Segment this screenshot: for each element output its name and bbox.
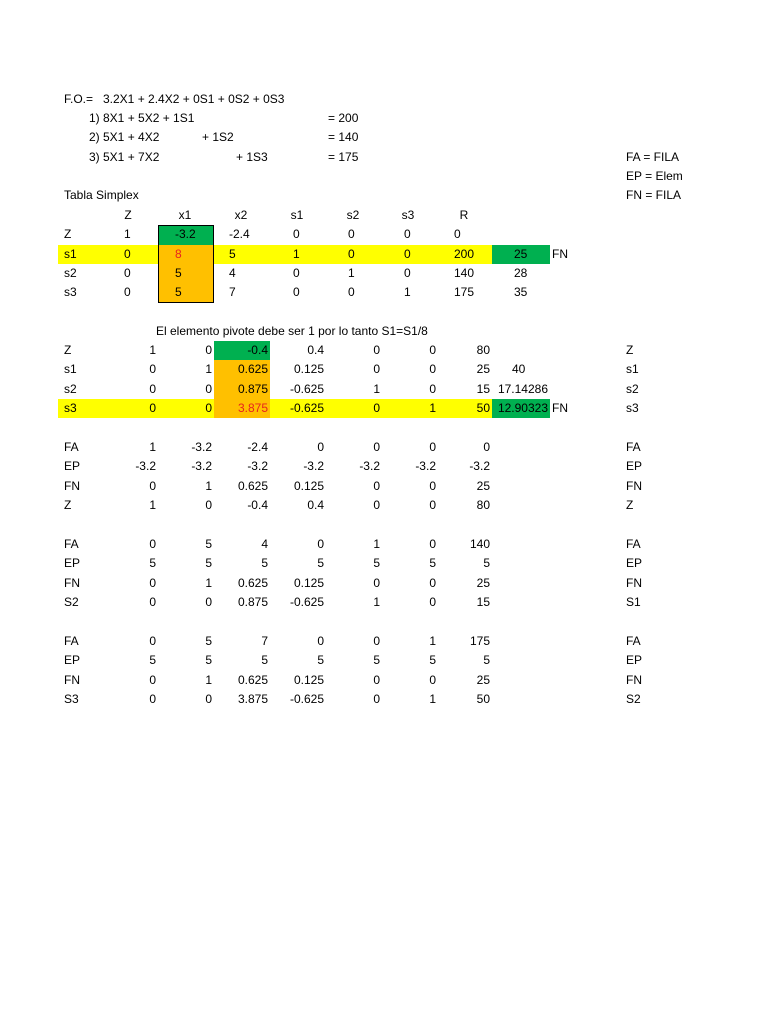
- calc-right-label: EP: [626, 459, 643, 474]
- calc-cell: 25: [476, 672, 490, 687]
- right-label: s3: [626, 401, 639, 415]
- table-cell: 5: [175, 266, 182, 280]
- column-header-x2: x2: [234, 208, 248, 222]
- calc-right-label: FN: [626, 478, 642, 493]
- constraint-1-rhs: = 200: [328, 111, 359, 125]
- constraint-2-rhs: = 140: [328, 130, 359, 144]
- table-cell: 0: [149, 401, 156, 415]
- calc-cell: 0: [373, 692, 380, 707]
- table-cell: 175: [454, 285, 475, 299]
- row-label-Z: Z: [64, 227, 72, 241]
- calc-cell: 5: [429, 556, 436, 571]
- calc-cell: 175: [469, 634, 490, 648]
- calc-right-label: S2: [626, 692, 641, 707]
- calc-cell: 1: [373, 537, 380, 551]
- objective-function: 3.2X1 + 2.4X2 + 0S1 + 0S2 + 0S3: [103, 92, 285, 106]
- ratio-cell: 28: [514, 266, 528, 280]
- calc-cell: -3.2: [191, 459, 212, 474]
- calc-cell: -3.2: [191, 440, 212, 454]
- calc-right-label: FN: [626, 672, 642, 687]
- calc-cell: 0.625: [237, 575, 268, 590]
- right-label: Z: [626, 343, 634, 357]
- calc-cell: -0.625: [289, 692, 324, 707]
- constraint-3-slack: + 1S3: [236, 150, 268, 164]
- calc-cell: 140: [469, 537, 490, 551]
- calc-cell: 5: [205, 653, 212, 668]
- calc-cell: 1: [149, 440, 156, 454]
- table-cell: -0.625: [289, 401, 324, 415]
- calc-cell: 5: [483, 556, 490, 571]
- calc-cell: -3.2: [359, 459, 380, 474]
- table-cell: 1: [124, 227, 131, 241]
- table-cell: 1: [404, 285, 411, 299]
- calc-cell: 5: [373, 653, 380, 668]
- calc-cell: 0: [149, 595, 156, 610]
- column-header-s3: s3: [401, 208, 415, 222]
- calc-cell: 0: [205, 595, 212, 610]
- calc-cell: 0: [429, 575, 436, 590]
- table-cell: 0: [429, 382, 436, 396]
- calc-cell: 0: [429, 672, 436, 687]
- legend-fa: FA = FILA: [626, 150, 680, 164]
- calc-cell: 50: [476, 692, 490, 707]
- table-cell: -3.2: [175, 227, 196, 241]
- table-cell: 80: [476, 343, 490, 357]
- calc-label: EP: [64, 556, 81, 571]
- constraint-3: 3) 5X1 + 7X2: [89, 150, 160, 164]
- table-cell: 3.875: [237, 401, 268, 415]
- row-label-s2: s2: [64, 382, 77, 396]
- calc-cell: 5: [261, 556, 268, 571]
- calc-cell: 15: [476, 595, 490, 610]
- calc-cell: 0.625: [237, 672, 268, 687]
- table-cell: 1: [429, 401, 436, 415]
- calc-cell: 0.125: [293, 672, 324, 687]
- calc-cell: 3.875: [237, 692, 268, 707]
- table-cell: 1: [293, 247, 300, 261]
- table-cell: 0: [429, 362, 436, 376]
- calc-cell: 5: [205, 537, 212, 551]
- table-cell: 7: [229, 285, 236, 299]
- calc-label: S3: [64, 692, 79, 707]
- calc-cell: 0: [373, 575, 380, 590]
- table-cell: 0: [293, 285, 300, 299]
- calc-cell: 1: [373, 595, 380, 610]
- calc-cell: -3.2: [415, 459, 436, 474]
- ratio-cell: 25: [514, 247, 528, 261]
- calc-cell: 0: [317, 537, 324, 551]
- calc-label: FA: [64, 537, 79, 551]
- table-cell: 0: [124, 247, 131, 261]
- calc-cell: 5: [261, 653, 268, 668]
- calc-cell: 0: [373, 672, 380, 687]
- table-cell: 0: [124, 285, 131, 299]
- calc-cell: 5: [317, 653, 324, 668]
- calc-cell: -3.2: [135, 459, 156, 474]
- table-cell: 0: [454, 227, 461, 241]
- calc-cell: 0: [205, 498, 212, 513]
- calc-right-label: FN: [626, 575, 642, 590]
- calc-cell: 0: [373, 634, 380, 648]
- calc-label: EP: [64, 459, 81, 474]
- calc-label: FN: [64, 672, 80, 687]
- calc-right-label: Z: [626, 498, 634, 513]
- calc-right-label: FA: [626, 440, 641, 454]
- legend-ep: EP = Elem: [626, 169, 683, 183]
- table-cell: 0: [429, 343, 436, 357]
- column-header-s2: s2: [346, 208, 360, 222]
- table-cell: 0: [205, 382, 212, 396]
- calc-label: FA: [64, 440, 79, 454]
- table-cell: 0: [348, 247, 355, 261]
- calc-cell: 0: [373, 498, 380, 513]
- table-cell: 1: [149, 343, 156, 357]
- table-cell: 0: [205, 343, 212, 357]
- calc-cell: 0: [429, 595, 436, 610]
- calc-cell: 5: [429, 653, 436, 668]
- calc-cell: 0: [373, 478, 380, 493]
- table-cell: 0.875: [237, 382, 268, 396]
- row-label-Z: Z: [64, 343, 72, 357]
- calc-cell: 5: [149, 556, 156, 571]
- right-label: s2: [626, 382, 639, 396]
- calc-cell: 25: [476, 478, 490, 493]
- calc-cell: 0: [149, 692, 156, 707]
- fo-label: F.O.=: [64, 92, 94, 106]
- table-cell: -0.625: [289, 382, 324, 396]
- calc-cell: 1: [149, 498, 156, 513]
- table-cell: 25: [476, 362, 490, 376]
- table-cell: 0: [373, 401, 380, 415]
- table-cell: 0: [205, 401, 212, 415]
- calc-right-label: S1: [626, 595, 641, 610]
- tabla-title: Tabla Simplex: [64, 188, 139, 202]
- calc-cell: 0: [317, 440, 324, 454]
- ratio-cell: 17.14286: [497, 382, 548, 396]
- constraint-2-slack: + 1S2: [202, 130, 234, 144]
- row-tag: FN: [552, 401, 568, 415]
- table-cell: 0: [373, 362, 380, 376]
- table-cell: 0.4: [307, 343, 324, 357]
- calc-cell: 0: [149, 537, 156, 551]
- calc-label: Z: [64, 498, 72, 513]
- table-cell: 0: [149, 362, 156, 376]
- calc-cell: 0: [429, 537, 436, 551]
- column-header-x1: x1: [178, 208, 192, 222]
- table-cell: 0: [293, 227, 300, 241]
- table-cell: 0: [293, 266, 300, 280]
- table-cell: 1: [205, 362, 212, 376]
- table-cell: 200: [454, 247, 475, 261]
- calc-cell: 5: [317, 556, 324, 571]
- table-cell: 0: [373, 343, 380, 357]
- calc-right-label: FA: [626, 537, 641, 551]
- table-cell: 0: [149, 382, 156, 396]
- calc-cell: 0.4: [307, 498, 324, 513]
- ratio-cell: 12.90323: [497, 401, 548, 415]
- table-cell: 0.125: [293, 362, 324, 376]
- calc-cell: 0: [373, 440, 380, 454]
- legend-fn: FN = FILA: [626, 188, 682, 202]
- calc-cell: 0: [429, 440, 436, 454]
- calc-cell: 0: [149, 575, 156, 590]
- table-cell: 1: [348, 266, 355, 280]
- constraint-1: 1) 8X1 + 5X2 + 1S1: [89, 111, 195, 125]
- calc-cell: 1: [429, 634, 436, 648]
- calc-cell: 1: [205, 575, 212, 590]
- calc-cell: 5: [205, 634, 212, 648]
- table-cell: 0: [348, 285, 355, 299]
- calc-cell: 80: [476, 498, 490, 513]
- row-label-s1: s1: [64, 247, 77, 261]
- table-cell: 140: [454, 266, 475, 280]
- ratio-cell: 35: [514, 285, 528, 299]
- ratio-cell: 40: [512, 362, 526, 376]
- calc-cell: 5: [149, 653, 156, 668]
- calc-cell: 0.625: [237, 478, 268, 493]
- calc-cell: -3.2: [303, 459, 324, 474]
- table-cell: -2.4: [229, 227, 250, 241]
- table-cell: 0: [348, 227, 355, 241]
- pivot-note: El elemento pivote debe ser 1 por lo tanto S1=S1/8: [156, 324, 428, 338]
- calc-label: FN: [64, 478, 80, 493]
- calc-cell: 1: [429, 692, 436, 707]
- calc-cell: 0: [205, 692, 212, 707]
- calc-label: S2: [64, 595, 79, 610]
- table-cell: 5: [175, 285, 182, 299]
- calc-cell: 0: [149, 478, 156, 493]
- row-label-s3: s3: [64, 285, 77, 299]
- calc-label: FN: [64, 575, 80, 590]
- calc-cell: 5: [483, 653, 490, 668]
- calc-cell: 0: [149, 634, 156, 648]
- calc-label: EP: [64, 653, 81, 668]
- table-cell: 15: [476, 382, 490, 396]
- table-cell: 0.625: [237, 362, 268, 376]
- calc-cell: -0.4: [247, 498, 268, 513]
- right-label: s1: [626, 362, 639, 376]
- calc-right-label: EP: [626, 653, 643, 668]
- calc-cell: 0: [483, 440, 490, 454]
- calc-cell: 0: [429, 478, 436, 493]
- table-cell: 0: [404, 227, 411, 241]
- calc-cell: 0: [149, 672, 156, 687]
- calc-cell: 0.875: [237, 595, 268, 610]
- row-tag: FN: [552, 247, 568, 261]
- constraint-3-rhs: = 175: [328, 150, 359, 164]
- calc-cell: -0.625: [289, 595, 324, 610]
- table-cell: -0.4: [247, 343, 268, 357]
- table-cell: 5: [229, 247, 236, 261]
- table-cell: 4: [229, 266, 236, 280]
- column-header-z: Z: [124, 208, 132, 222]
- calc-cell: 1: [205, 478, 212, 493]
- row-label-s3: s3: [64, 401, 77, 415]
- calc-label: FA: [64, 634, 79, 648]
- calc-cell: -3.2: [469, 459, 490, 474]
- row-label-s2: s2: [64, 266, 77, 280]
- calc-cell: 0: [429, 498, 436, 513]
- table-cell: 0: [124, 266, 131, 280]
- table-cell: 50: [476, 401, 490, 415]
- table-cell: 1: [373, 382, 380, 396]
- row-label-s1: s1: [64, 362, 77, 376]
- table-cell: 0: [404, 266, 411, 280]
- table-cell: 8: [175, 247, 182, 261]
- calc-right-label: FA: [626, 634, 641, 648]
- calc-cell: 1: [205, 672, 212, 687]
- calc-cell: 0.125: [293, 478, 324, 493]
- calc-cell: 25: [476, 575, 490, 590]
- calc-right-label: EP: [626, 556, 643, 571]
- calc-cell: -2.4: [247, 440, 268, 454]
- calc-cell: 0: [317, 634, 324, 648]
- calc-cell: 0.125: [293, 575, 324, 590]
- calc-cell: 5: [373, 556, 380, 571]
- calc-cell: -3.2: [247, 459, 268, 474]
- column-header-r: R: [459, 208, 469, 222]
- calc-cell: 4: [261, 537, 268, 551]
- calc-cell: 7: [261, 634, 268, 648]
- calc-cell: 5: [205, 556, 212, 571]
- table-cell: 0: [404, 247, 411, 261]
- column-header-s1: s1: [290, 208, 304, 222]
- constraint-2: 2) 5X1 + 4X2: [89, 130, 160, 144]
